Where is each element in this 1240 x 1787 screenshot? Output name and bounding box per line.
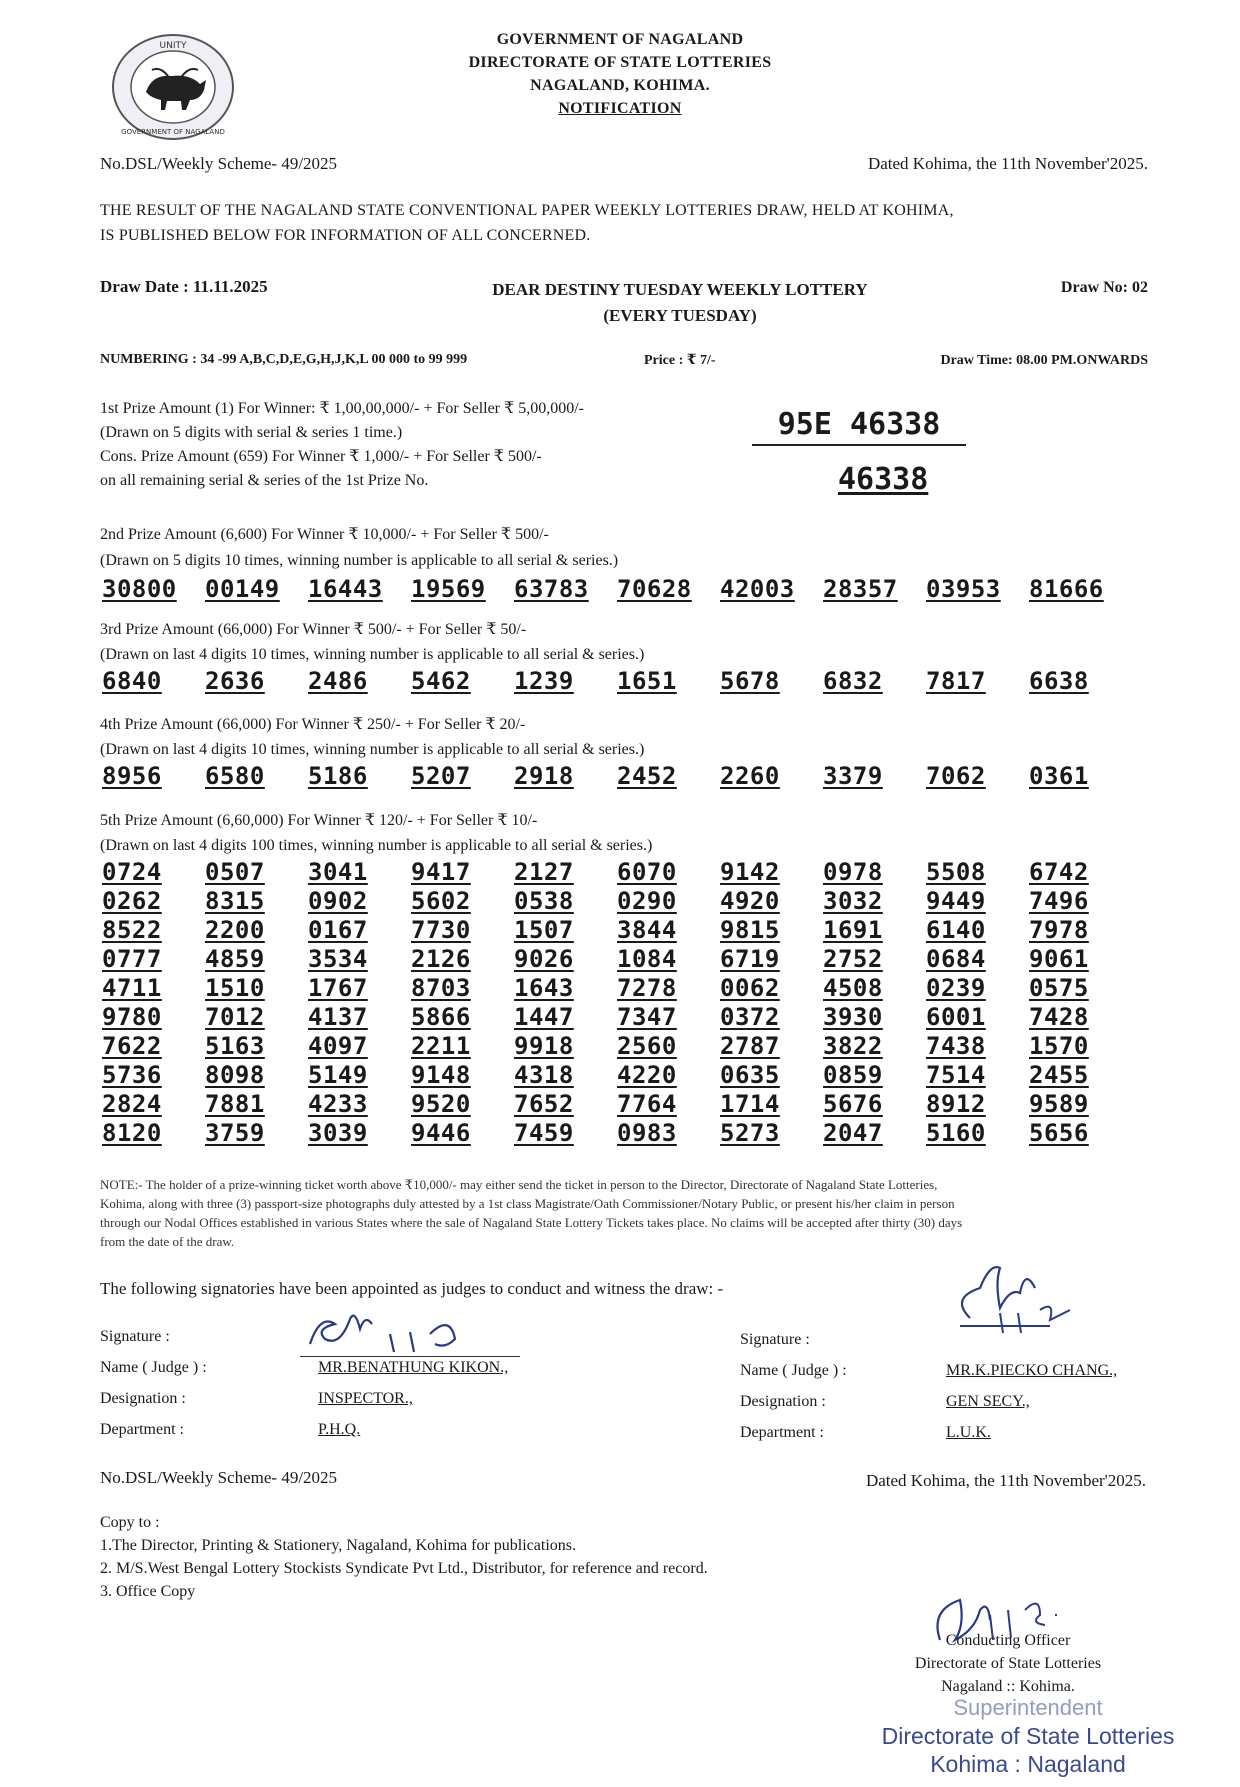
seal-bottom-text: GOVERNMENT OF NAGALAND [121, 128, 225, 136]
prize-number: 0167 [308, 916, 368, 944]
lottery-name: DEAR DESTINY TUESDAY WEEKLY LOTTERY [492, 280, 868, 299]
judge1-labels [100, 1321, 207, 1445]
prize-number: 8098 [205, 1061, 265, 1089]
third-prize-numbers [102, 667, 1142, 696]
prize-number: 7817 [926, 667, 986, 695]
judge2-details [946, 1355, 1117, 1448]
prize-number: 70628 [617, 575, 692, 603]
second-prize-line1: 2nd Prize Amount (6,600) For Winner ₹ 10,000/- + For Seller ₹ 500/- [100, 526, 549, 543]
prize-number: 5866 [411, 1003, 471, 1031]
cons-prize-line2: on all remaining serial & series of the 1st Prize No. [100, 472, 429, 489]
prize-number: 6840 [102, 667, 162, 695]
prize-number: 6719 [720, 945, 780, 973]
draw-date: Draw Date : 11.11.2025 [100, 277, 268, 296]
number-row [102, 916, 1142, 945]
prize-number: 9780 [102, 1003, 162, 1031]
prize-number: 8120 [102, 1119, 162, 1147]
prize-number: 3032 [823, 887, 883, 915]
prize-number: 5736 [102, 1061, 162, 1089]
prize-number: 9148 [411, 1061, 471, 1089]
prize-number: 2636 [205, 667, 265, 695]
copy-to-item: 2. M/S.West Bengal Lottery Stockists Syndicate Pvt Ltd., Distributor, for reference and record. [100, 1560, 708, 1577]
prize-number: 6580 [205, 762, 265, 790]
designation-label: Designation : [740, 1393, 826, 1410]
prize-number: 7012 [205, 1003, 265, 1031]
number-row [102, 974, 1142, 1003]
prize-number: 2127 [514, 858, 574, 886]
prize-number: 9446 [411, 1119, 471, 1147]
prize-number: 9026 [514, 945, 574, 973]
name-label: Name ( Judge ) : [100, 1359, 207, 1376]
prize-number: 7881 [205, 1090, 265, 1118]
prize-number: 0635 [720, 1061, 780, 1089]
second-prize-numbers [102, 575, 1142, 604]
stamp-directorate: Directorate of State Lotteries [881, 1723, 1175, 1749]
prize-number: 0372 [720, 1003, 780, 1031]
prize-number: 5186 [308, 762, 368, 790]
prize-number: 1651 [617, 667, 677, 695]
prize-number: 0902 [308, 887, 368, 915]
header-line3: NAGALAND, KOHIMA. [530, 77, 710, 94]
prize-number: 63783 [514, 575, 589, 603]
note-line4: from the date of the draw. [100, 1234, 235, 1249]
cons-prize-number-box [838, 462, 928, 497]
prize-number: 3534 [308, 945, 368, 973]
prize-number: 5508 [926, 858, 986, 886]
prize-number: 8315 [205, 887, 265, 915]
prize-number: 03953 [926, 575, 1001, 603]
department-label: Department : [100, 1421, 184, 1438]
cons-prize-line1: Cons. Prize Amount (659) For Winner ₹ 1,000/- + For Seller ₹ 500/- [100, 448, 542, 465]
prize-number: 0859 [823, 1061, 883, 1089]
fourth-prize-numbers [102, 762, 1142, 791]
prize-number: 6638 [1029, 667, 1089, 695]
header-notification: NOTIFICATION [558, 100, 682, 117]
fifth-prize-line2: (Drawn on last 4 digits 100 times, winning number is applicable to all serial & series.) [100, 837, 653, 854]
prize-number: 42003 [720, 575, 795, 603]
judges-intro: The following signatories have been appointed as judges to conduct and witness the draw: - [100, 1279, 724, 1298]
first-prize-text [100, 397, 584, 493]
prize-number: 2126 [411, 945, 471, 973]
reference-number: No.DSL/Weekly Scheme- 49/2025 [100, 154, 338, 173]
officer-title: Conducting Officer [945, 1632, 1071, 1649]
note-line2: Kohima, along with three (3) passport-size photographs duly attested by a 1st class Magistrate/Oath Commissioner/Notary Public, or present his/her claim in person [100, 1196, 955, 1211]
fifth-prize-numbers [102, 858, 1142, 1148]
prize-number: 1767 [308, 974, 368, 1002]
prize-number: 0684 [926, 945, 986, 973]
prize-number: 9061 [1029, 945, 1089, 973]
designation-label: Designation : [100, 1390, 186, 1407]
prize-number: 9520 [411, 1090, 471, 1118]
prize-number: 2211 [411, 1032, 471, 1060]
lottery-title [380, 277, 980, 329]
lottery-schedule: (EVERY TUESDAY) [603, 306, 757, 325]
claims-note [100, 1175, 1150, 1251]
officer-directorate: Directorate of State Lotteries [914, 1655, 1102, 1672]
judge1-designation: INSPECTOR., [318, 1390, 413, 1407]
prize-number: 3844 [617, 916, 677, 944]
number-row [102, 858, 1142, 887]
dated-line: Dated Kohima, the 11th November'2025. [867, 154, 1148, 173]
prize-number: 4508 [823, 974, 883, 1002]
prize-number: 6140 [926, 916, 986, 944]
judge1-name: MR.BENATHUNG KIKON., [318, 1359, 509, 1376]
number-row [102, 1003, 1142, 1032]
judge2-signature [940, 1258, 1120, 1338]
prize-number: 1714 [720, 1090, 780, 1118]
seal-top-text: UNITY [159, 41, 187, 51]
prize-number: 2486 [308, 667, 368, 695]
prize-number: 1239 [514, 667, 574, 695]
prize-number: 2455 [1029, 1061, 1089, 1089]
prize-number: 2752 [823, 945, 883, 973]
first-prize-number-box [752, 407, 966, 446]
prize-number: 8703 [411, 974, 471, 1002]
number-row [102, 1090, 1142, 1119]
prize-number: 4318 [514, 1061, 574, 1089]
prize-number: 19569 [411, 575, 486, 603]
signature-label: Signature : [740, 1331, 810, 1348]
prize-number: 6001 [926, 1003, 986, 1031]
prize-number: 2452 [617, 762, 677, 790]
judge2-name: MR.K.PIECKO CHANG., [946, 1362, 1118, 1379]
prize-number: 0575 [1029, 974, 1089, 1002]
note-line3: through our Nodal Offices established in various States where the sale of Nagaland State Lottery Tickets takes place. No claims will be accepted after thirty (30) days [100, 1215, 963, 1230]
copy-to-item: 1.The Director, Printing & Stationery, Nagaland, Kohima for publications. [100, 1537, 576, 1554]
prize-number: 30800 [102, 575, 177, 603]
stamp-designation: Superintendent [953, 1695, 1103, 1720]
prize-number: 0239 [926, 974, 986, 1002]
prize-number: 3930 [823, 1003, 883, 1031]
prize-number: 5656 [1029, 1119, 1089, 1147]
prize-number: 1643 [514, 974, 574, 1002]
prize-number: 1510 [205, 974, 265, 1002]
footer-reference-number: No.DSL/Weekly Scheme- 49/2025 [100, 1468, 338, 1487]
judge1-department: P.H.Q. [318, 1421, 361, 1438]
prize-number: 3379 [823, 762, 883, 790]
header-line1: GOVERNMENT OF NAGALAND [496, 31, 744, 48]
prize-number: 3759 [205, 1119, 265, 1147]
prize-number: 9589 [1029, 1090, 1089, 1118]
prize-number: 00149 [205, 575, 280, 603]
prize-number: 8912 [926, 1090, 986, 1118]
prize-number: 7438 [926, 1032, 986, 1060]
prize-number: 9142 [720, 858, 780, 886]
prize-number: 0062 [720, 974, 780, 1002]
prize-number: 7428 [1029, 1003, 1089, 1031]
third-prize-line2: (Drawn on last 4 digits 10 times, winning number is applicable to all serial & series.) [100, 646, 645, 663]
prize-number: 7062 [926, 762, 986, 790]
judge2-designation: GEN SECY., [946, 1393, 1030, 1410]
header-line2: DIRECTORATE OF STATE LOTTERIES [468, 54, 772, 71]
number-row [102, 575, 1142, 604]
prize-number: 1507 [514, 916, 574, 944]
prize-number: 7278 [617, 974, 677, 1002]
official-stamp [858, 1694, 1198, 1778]
copy-to [100, 1511, 708, 1603]
prize-number: 2560 [617, 1032, 677, 1060]
prize-number: 81666 [1029, 575, 1104, 603]
judge1-details [318, 1352, 508, 1445]
prize-number: 28357 [823, 575, 898, 603]
stamp-location: Kohima : Nagaland [930, 1751, 1126, 1777]
third-prize-text [100, 617, 644, 667]
prize-number: 0290 [617, 887, 677, 915]
prize-number: 4859 [205, 945, 265, 973]
numbering: NUMBERING : 34 -99 A,B,C,D,E,G,H,J,K,L 00 000 to 99 999 [100, 352, 468, 367]
prize-number: 7459 [514, 1119, 574, 1147]
prize-number: 7764 [617, 1090, 677, 1118]
first-prize-number: 95E 46338 [777, 407, 941, 442]
prize-number: 0978 [823, 858, 883, 886]
prize-number: 5602 [411, 887, 471, 915]
prize-number: 0262 [102, 887, 162, 915]
number-row [102, 1119, 1142, 1148]
prize-number: 2200 [205, 916, 265, 944]
prize-number: 9449 [926, 887, 986, 915]
prize-number: 2918 [514, 762, 574, 790]
header [0, 28, 1240, 120]
prize-number: 0983 [617, 1119, 677, 1147]
prize-number: 2260 [720, 762, 780, 790]
prize-number: 3822 [823, 1032, 883, 1060]
prize-number: 4233 [308, 1090, 368, 1118]
first-prize-line2: (Drawn on 5 digits with serial & series 1 time.) [100, 424, 403, 441]
prize-number: 7652 [514, 1090, 574, 1118]
prize-number: 8956 [102, 762, 162, 790]
judge1-signature [300, 1304, 520, 1357]
prize-number: 4711 [102, 974, 162, 1002]
prize-number: 7514 [926, 1061, 986, 1089]
copy-to-heading: Copy to : [100, 1514, 160, 1531]
prize-number: 9815 [720, 916, 780, 944]
prize-number: 6742 [1029, 858, 1089, 886]
intro-line2: IS PUBLISHED BELOW FOR INFORMATION OF ALL CONCERNED. [100, 227, 591, 244]
prize-number: 5678 [720, 667, 780, 695]
prize-number: 4137 [308, 1003, 368, 1031]
prize-number: 8522 [102, 916, 162, 944]
prize-number: 0361 [1029, 762, 1089, 790]
prize-number: 9918 [514, 1032, 574, 1060]
prize-number: 1570 [1029, 1032, 1089, 1060]
fourth-prize-text [100, 712, 644, 762]
prize-number: 7622 [102, 1032, 162, 1060]
first-prize-line1: 1st Prize Amount (1) For Winner: ₹ 1,00,00,000/- + For Seller ₹ 5,00,000/- [100, 400, 584, 417]
prize-number: 1084 [617, 945, 677, 973]
note-line1: NOTE:- The holder of a prize-winning ticket worth above ₹10,000/- may either send the ticket in person to the Director, Directorate of Nagaland State Lotteries, [100, 1177, 938, 1192]
prize-number: 6070 [617, 858, 677, 886]
second-prize-text [100, 522, 618, 574]
fifth-prize-line1: 5th Prize Amount (6,60,000) For Winner ₹ 120/- + For Seller ₹ 10/- [100, 812, 538, 829]
prize-number: 5149 [308, 1061, 368, 1089]
intro-line1: THE RESULT OF THE NAGALAND STATE CONVENTIONAL PAPER WEEKLY LOTTERIES DRAW, HELD AT KOHIMA, [100, 202, 954, 219]
price: Price : ₹ 7/- [644, 353, 716, 368]
prize-number: 4920 [720, 887, 780, 915]
number-row [102, 1061, 1142, 1090]
second-prize-line2: (Drawn on 5 digits 10 times, winning number is applicable to all serial & series.) [100, 552, 619, 569]
name-label: Name ( Judge ) : [740, 1362, 847, 1379]
prize-number: 7347 [617, 1003, 677, 1031]
prize-number: 7496 [1029, 887, 1089, 915]
draw-time: Draw Time: 08.00 PM.ONWARDS [940, 353, 1148, 368]
third-prize-line1: 3rd Prize Amount (66,000) For Winner ₹ 500/- + For Seller ₹ 50/- [100, 621, 527, 638]
judge2-department: L.U.K. [946, 1424, 991, 1441]
number-row [102, 945, 1142, 974]
prize-number: 3041 [308, 858, 368, 886]
prize-number: 5207 [411, 762, 471, 790]
prize-number: 0507 [205, 858, 265, 886]
draw-number: Draw No: 02 [1060, 279, 1148, 296]
footer-dated-line: Dated Kohima, the 11th November'2025. [865, 1471, 1146, 1490]
prize-number: 0777 [102, 945, 162, 973]
prize-number: 3039 [308, 1119, 368, 1147]
number-row [102, 887, 1142, 916]
prize-number: 0724 [102, 858, 162, 886]
signature-label: Signature : [100, 1328, 170, 1345]
prize-number: 1691 [823, 916, 883, 944]
prize-number: 7730 [411, 916, 471, 944]
prize-number: 1447 [514, 1003, 574, 1031]
prize-number: 6832 [823, 667, 883, 695]
prize-number: 0538 [514, 887, 574, 915]
prize-number: 2787 [720, 1032, 780, 1060]
prize-number: 4220 [617, 1061, 677, 1089]
judge2-labels [740, 1324, 847, 1448]
prize-number: 2824 [102, 1090, 162, 1118]
cons-prize-number: 46338 [838, 462, 929, 497]
prize-number: 16443 [308, 575, 383, 603]
prize-number: 5273 [720, 1119, 780, 1147]
prize-number: 7978 [1029, 916, 1089, 944]
copy-to-item: 3. Office Copy [100, 1583, 196, 1600]
prize-number: 5676 [823, 1090, 883, 1118]
prize-number: 2047 [823, 1119, 883, 1147]
prize-number: 5163 [205, 1032, 265, 1060]
department-label: Department : [740, 1424, 824, 1441]
prize-number: 5462 [411, 667, 471, 695]
prize-number: 5160 [926, 1119, 986, 1147]
number-row [102, 667, 1142, 696]
fourth-prize-line2: (Drawn on last 4 digits 10 times, winning number is applicable to all serial & series.) [100, 741, 645, 758]
number-row [102, 1032, 1142, 1061]
officer-location: Nagaland :: Kohima. [941, 1678, 1075, 1695]
prize-number: 9417 [411, 858, 471, 886]
fourth-prize-line1: 4th Prize Amount (66,000) For Winner ₹ 250/- + For Seller ₹ 20/- [100, 716, 526, 733]
conducting-officer-block [888, 1629, 1128, 1698]
fifth-prize-text [100, 808, 652, 858]
number-row [102, 762, 1142, 791]
prize-number: 4097 [308, 1032, 368, 1060]
